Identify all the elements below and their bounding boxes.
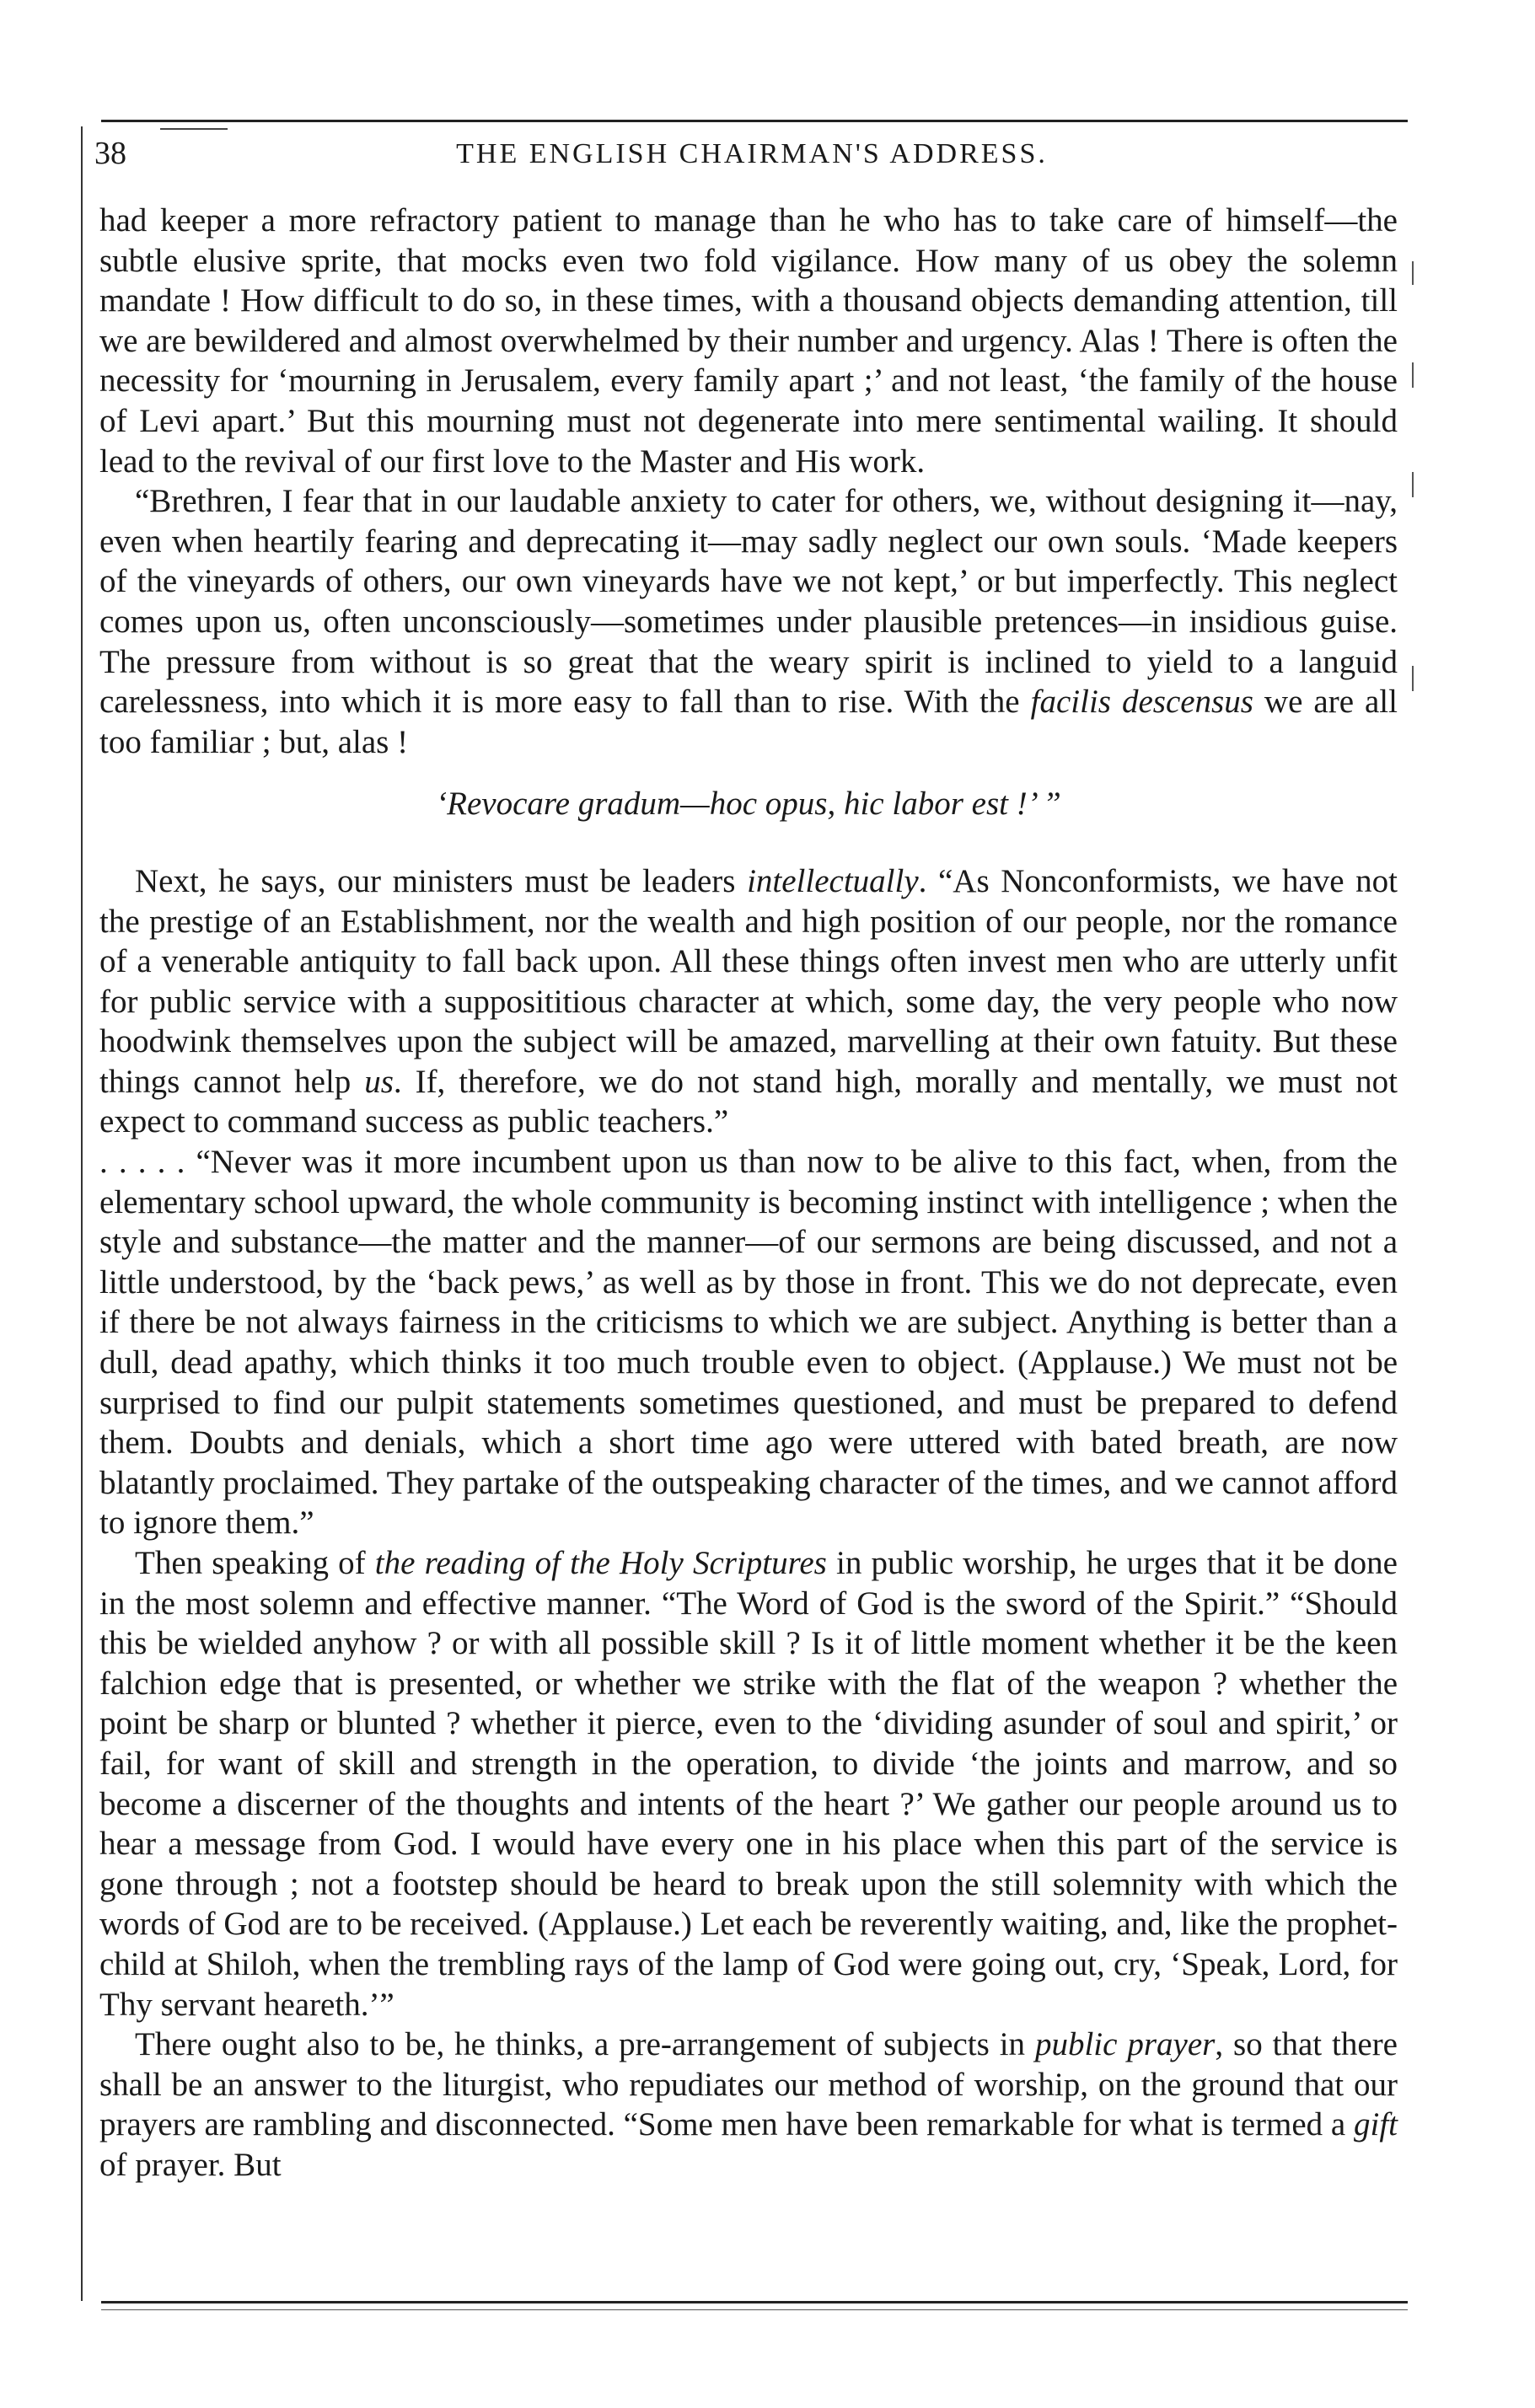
margin-tick — [1412, 472, 1414, 497]
text-run: . “As Nonconformists, we have not the prestige of an Establishment, nor the wealth and high position of our people, nor the romance of a venerable antiquity to fall back upon. All these things often invest men who are utterly unfit for public service with a supposititious character at which, some day, the very people who now hoodwink themselves upon the subject will be amazed, marvelling at their own fatuity. But these things cannot help — [99, 862, 1398, 1100]
page-header — [94, 135, 1409, 185]
text-run: There ought also to be, he thinks, a pre-arrangement of subjects in — [135, 2026, 1035, 2063]
italic-text: public prayer — [1034, 2026, 1216, 2063]
margin-tick — [1412, 261, 1414, 285]
article-body — [99, 201, 1398, 2185]
italic-text: the reading of the Holy Scriptures — [374, 1545, 827, 1581]
top-rule-fragment — [160, 128, 228, 130]
paragraph — [99, 201, 1398, 481]
paragraph — [99, 861, 1398, 1142]
block-quote — [99, 784, 1398, 824]
bottom-rule — [101, 2301, 1408, 2303]
margin-tick — [1412, 666, 1414, 691]
margin-tick — [1412, 362, 1414, 388]
bottom-rule-thin — [101, 2309, 1408, 2310]
paragraph — [99, 481, 1398, 762]
text-run: Then speaking of — [135, 1545, 375, 1581]
italic-text: facilis descensus — [1030, 684, 1253, 721]
italic-text: intellectually — [747, 862, 919, 899]
italic-text: ‘Revocare gradum—hoc opus, hic labor est !’ ” — [436, 786, 1061, 823]
italic-text: us — [364, 1063, 394, 1100]
running-title: THE ENGLISH CHAIRMAN'S ADDRESS. — [456, 138, 1048, 169]
text-run: “Brethren, I fear that in our laudable anxiety to cater for others, we, without designing it—nay, even when heartily fearing and deprecating it—may sadly neglect our own souls. ‘Made keepers of the vineyards of others, our own vineyards have we not kept,’ or but imperfectly. This neglect comes upon us, often unconsciously—sometimes under plausible pretences—in insidious guise. The pressure from without is so great that the weary spirit is inclined to yield to a languid carelessness, into which it is more easy to fall than to rise. With the — [99, 483, 1398, 721]
text-run: , so that there shall be an answer to the liturgist, who repudiates our method of worship, on the ground that our prayers are rambling and disconnected. “Some men have been remarkable for what is termed a — [99, 2026, 1398, 2143]
italic-text: gift — [1353, 2106, 1398, 2143]
text-run: . If, therefore, we do not stand high, morally and mentally, we must not expect to command success as public teachers.” — [99, 1063, 1398, 1140]
text-run: . . . . . “Never was it more incumbent upon us than now to be alive to this fact, when, from the elementary school upward, the whole community is becoming instinct with intelligence ; when the style and substance—the matter and the manner—of our sermons are being discussed, and not a little understood, by the ‘back pews,’ as well as by those in front. This we do not deprecate, even if there be not always fairness in the criticisms to which we are subject. Anything is better than a dull, dead apathy, which thinks it too much trouble even to object. (Applause.) We must not be surprised to find our pulpit statements sometimes questioned, and must be prepared to defend them. Doubts and denials, which a short time ago were uttered with bated breath, are now blatantly proclaimed. They partake of the outspeaking character of the times, and we cannot afford to ignore them.” — [99, 1144, 1398, 1542]
paragraph — [99, 1543, 1398, 2025]
paragraph — [99, 1142, 1398, 1543]
page-number: 38 — [94, 136, 126, 171]
top-rule — [101, 120, 1408, 122]
text-run: of prayer. But — [99, 2146, 282, 2183]
left-margin-line — [81, 126, 83, 2301]
paragraph — [99, 2025, 1398, 2185]
text-run: Next, he says, our ministers must be leaders — [135, 862, 748, 899]
text-run: in public worship, he urges that it be done in the most solemn and effective manner. “The Word of God is the sword of the Spirit.” “Should this be wielded anyhow ? or with all possible skill ? Is it of little moment whether it be the keen falchion edge that is presented, or whether we strike with the flat of the weapon ? whether the point be sharp or blunted ? whether it pierce, even to the ‘dividing asunder of soul and spirit,’ or fail, for want of skill and strength in the operation, to divide ‘the joints and marrow, and so become a discerner of the thoughts and intents of the heart ?’ We gather our people around us to hear a message from God. I would have every one in his place when this part of the service is gone through ; not a footstep should be heard to break upon the still solemnity with which the words of God are to be received. (Applause.) Let each be reverently waiting, and, like the prophet-child at Shiloh, when the trembling rays of the lamp of God were going out, cry, ‘Speak, Lord, for Thy servant heareth.’” — [99, 1545, 1398, 2023]
text-run: had keeper a more refractory patient to manage than he who has to take care of himself—the subtle elusive sprite, that mocks even two fold vigilance. How many of us obey the solemn mandate ! How difficult to do so, in these times, with a thousand objects demanding attention, till we are bewildered and almost overwhelmed by their number and urgency. Alas ! There is often the necessity for ‘mourning in Jerusalem, every family apart ;’ and not least, ‘the family of the house of Levi apart.’ But this mourning must not degenerate into mere sentimental wailing. It should lead to the revival of our first love to the Master and His work. — [99, 202, 1398, 480]
text-run: we are all too familiar ; but, alas ! — [99, 684, 1398, 760]
